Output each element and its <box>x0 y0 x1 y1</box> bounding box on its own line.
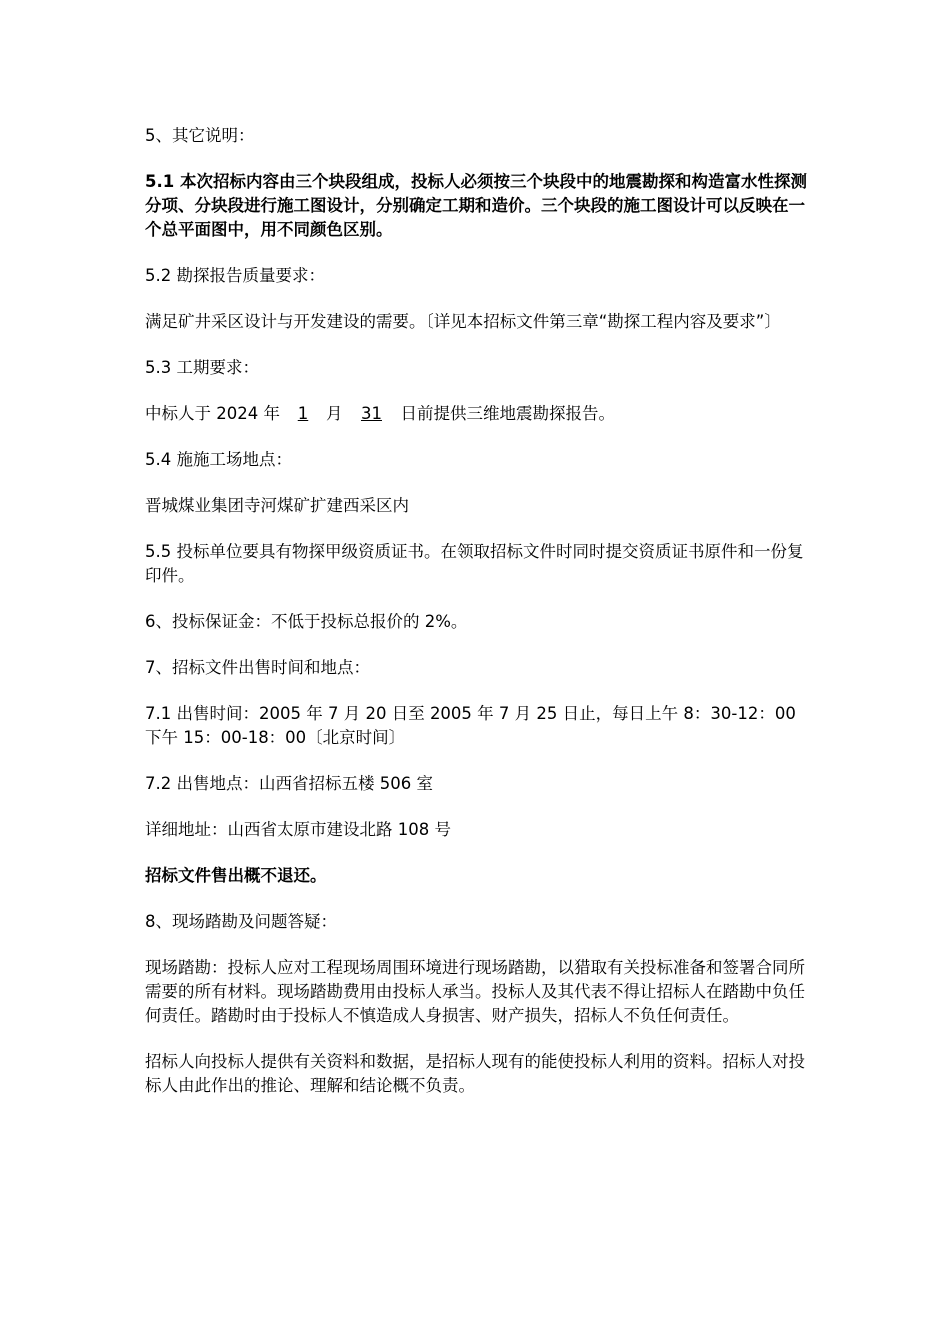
data-disclaimer-text: 招标人向投标人提供有关资料和数据，是招标人现有的能使投标人利用的资料。招标人对投标人由此作出的推论、理解和结论概不负责。 <box>145 1052 805 1095</box>
deadline-day: 31 <box>360 404 382 423</box>
deadline-suffix: 日前提供三维地震勘探报告。 <box>400 404 615 423</box>
address-line: 详细地址：山西省太原市建设北路 108 号 <box>145 820 451 839</box>
clause-7-2: 7.2 出售地点：山西省招标五楼 506 室 <box>145 774 433 793</box>
clause-5-2-heading: 5.2 勘探报告质量要求： <box>145 266 325 285</box>
clause-5-5: 5.5 投标单位要具有物探甲级资质证书。在领取招标文件时同时提交资质证书原件和一份复印件。 <box>145 542 804 585</box>
deadline-prefix: 中标人于 2024 年 <box>145 404 280 423</box>
section-6: 6、投标保证金：不低于投标总报价的 2%。 <box>145 612 468 631</box>
deadline-month-unit: 月 <box>325 404 343 423</box>
no-refund-notice: 招标文件售出概不退还。 <box>145 866 327 885</box>
deadline-month: 1 <box>297 404 309 423</box>
clause-5-4-heading: 5.4 施施工场地点： <box>145 450 292 469</box>
section-8-heading: 8、现场踏勘及问题答疑： <box>145 912 337 931</box>
clause-5-1-number: 5.1 <box>145 172 175 191</box>
clause-5-1-text: 本次招标内容由三个块段组成，投标人必须按三个块段中的地震勘探和构造富水性探测分项、分块段进行施工图设计，分别确定工期和造价。三个块段的施工图设计可以反映在一个总平面图中，用不同颜色区别。 <box>145 172 807 239</box>
clause-5-3-heading: 5.3 工期要求： <box>145 358 259 377</box>
clause-5-2-text: 满足矿井采区设计与开发建设的需要。〔详见本招标文件第三章“勘探工程内容及要求”〕 <box>145 312 781 331</box>
clause-7-1: 7.1 出售时间：2005 年 7 月 20 日至 2005 年 7 月 25 日止，每日上午 8：30-12：00 下午 15：00-18：00〔北京时间〕 <box>145 704 796 747</box>
clause-5-3-text <box>145 402 810 426</box>
section-7-heading: 7、招标文件出售时间和地点： <box>145 658 370 677</box>
section-5-heading: 5、其它说明： <box>145 126 255 145</box>
document-body <box>145 124 810 1120</box>
site-survey-text: 现场踏勘：投标人应对工程现场周围环境进行现场踏勘，以猎取有关投标准备和签署合同所需要的所有材料。现场踏勘费用由投标人承当。投标人及其代表不得让招标人在踏勘中负任何责任。踏勘时由于投标人不慎造成人身损害、财产损失，招标人不负任何责任。 <box>145 958 805 1025</box>
clause-5-4-text: 晋城煤业集团寺河煤矿扩建西采区内 <box>145 496 409 515</box>
clause-5-1 <box>145 170 810 242</box>
